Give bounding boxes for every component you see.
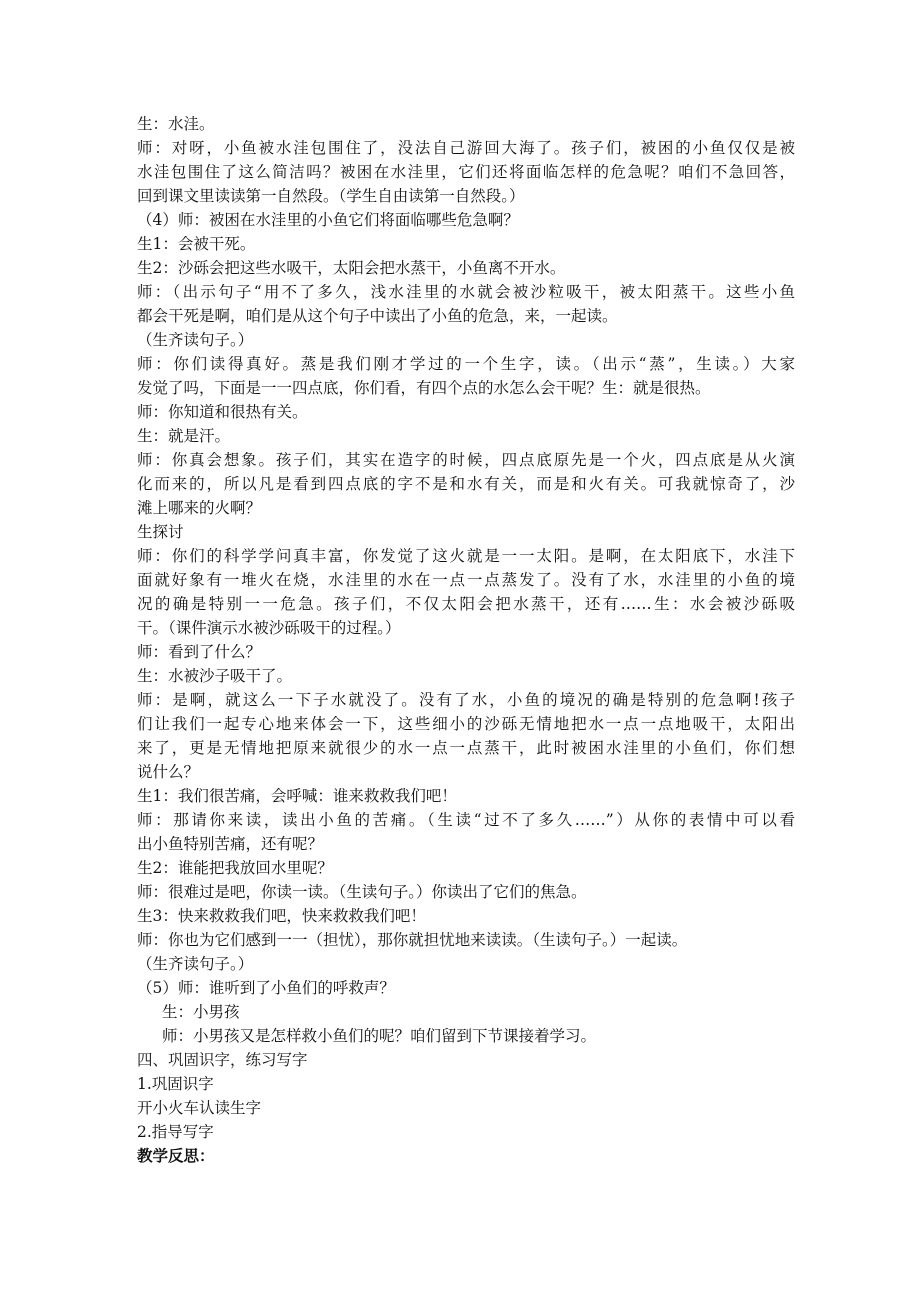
text-line: 生2：沙砾会把这些水吸干，太阳会把水蒸干，小鱼离不开水。 xyxy=(137,259,566,277)
text-line: 师：对呀，小鱼被水洼包围住了，没法自己游回大海了。孩子们，被困的小鱼仅仅是被 xyxy=(137,139,795,157)
text-line: 师：那请你来读，读出小鱼的苦痛。（生读“过不了多久……”）从你的表情中可以看 xyxy=(137,811,795,829)
text-line: 师：你们读得真好。蒸是我们刚才学过的一个生字，读。（出示“蒸”，生读。）大家 xyxy=(137,355,795,373)
reflection-heading: 教学反思： xyxy=(137,1146,215,1165)
text-line: 面就好象有一堆火在烧，水洼里的水在一点一点蒸发了。没有了水，水洼里的小鱼的境 xyxy=(137,571,795,589)
text-line: 师：（出示句子“用不了多久，浅水洼里的水就会被沙粒吸干，被太阳蒸干。这些小鱼 xyxy=(137,283,795,301)
text-line: 生3：快来救救我们吧，快来救救我们吧！ xyxy=(137,907,426,925)
text-line: 师：小男孩又是怎样救小鱼们的呢？咱们留到下节课接着学习。 xyxy=(162,1027,597,1045)
text-line: 生2：谁能把我放回水里呢？ xyxy=(137,859,333,877)
text-line: （5）师：谁听到了小鱼们的呼救声？ xyxy=(137,979,395,997)
text-line: 师：你也为它们感到一一（担忧），那你就担忧地来读读。（生读句子。）一起读。 xyxy=(137,931,688,949)
text-line: 况的确是特别一一危急。孩子们，不仅太阳会把水蒸干，还有……生：水会被沙砾吸 xyxy=(137,595,795,613)
text-line: 生：就是汗。 xyxy=(137,427,231,445)
text-line: 说什么？ xyxy=(137,763,200,781)
text-line: 师：你知道和很热有关。 xyxy=(137,403,308,421)
text-line: 1.巩固识字 xyxy=(137,1075,214,1093)
text-line: 生探讨 xyxy=(137,523,184,541)
text-line: 出小鱼特别苦痛，还有呢？ xyxy=(137,835,324,853)
text-line: 水洼包围住了这么简洁吗？被困在水洼里，它们还将面临怎样的危急呢？咱们不急回答， xyxy=(137,163,795,181)
text-line: 生1：我们很苦痛，会呼喊：谁来救救我们吧！ xyxy=(137,787,457,805)
text-line: 都会干死是啊，咱们是从这个句子中读出了小鱼的危急，来，一起读。 xyxy=(137,307,618,325)
text-line: 回到课文里读读第一自然段。（学生自由读第一自然段。） xyxy=(137,187,525,205)
text-line: 2.指导写字 xyxy=(137,1123,214,1141)
text-line: （生齐读句子。） xyxy=(137,331,254,349)
text-line: 生：水洼。 xyxy=(137,115,215,133)
section-heading: 四、巩固识字，练习写字 xyxy=(137,1051,308,1069)
text-line: 师：很难过是吧，你读一读。（生读句子。）你读出了它们的焦急。 xyxy=(137,883,587,901)
text-line: 开小火车认读生字 xyxy=(137,1099,262,1117)
text-line: 生：小男孩 xyxy=(162,1003,240,1021)
text-line: 们让我们一起专心地来体会一下，这些细小的沙砾无情地把水一点一点地吸干，太阳出 xyxy=(137,715,795,733)
text-line: 滩上哪来的火啊？ xyxy=(137,499,262,517)
text-line: 干。（课件演示水被沙砾吸干的过程。） xyxy=(137,619,401,637)
text-line: 生1：会被干死。 xyxy=(137,235,256,253)
text-line: 化而来的，所以凡是看到四点底的字不是和水有关，而是和火有关。可我就惊奇了，沙 xyxy=(137,475,795,493)
text-line: 师：看到了什么？ xyxy=(137,643,262,661)
text-line: 师：你们的科学学问真丰富，你发觉了这火就是一一太阳。是啊，在太阳底下，水洼下 xyxy=(137,547,795,565)
text-line: （生齐读句子。） xyxy=(137,955,254,973)
text-line: （4）师：被困在水洼里的小鱼它们将面临哪些危急啊？ xyxy=(137,211,519,229)
text-line: 师：是啊，就这么一下子水就没了。没有了水，小鱼的境况的确是特别的危急啊!孩子 xyxy=(137,691,795,709)
text-line: 生：水被沙子吸干了。 xyxy=(137,667,293,685)
text-line: 发觉了吗，下面是一一四点底，你们看，有四个点的水怎么会干呢？生：就是很热。 xyxy=(137,379,711,397)
text-line: 师：你真会想象。孩子们，其实在造字的时候，四点底原先是一个火，四点底是从火演 xyxy=(137,451,795,469)
text-line: 来了，更是无情地把原来就很少的水一点一点蒸干，此时被困水洼里的小鱼们，你们想 xyxy=(137,739,795,757)
